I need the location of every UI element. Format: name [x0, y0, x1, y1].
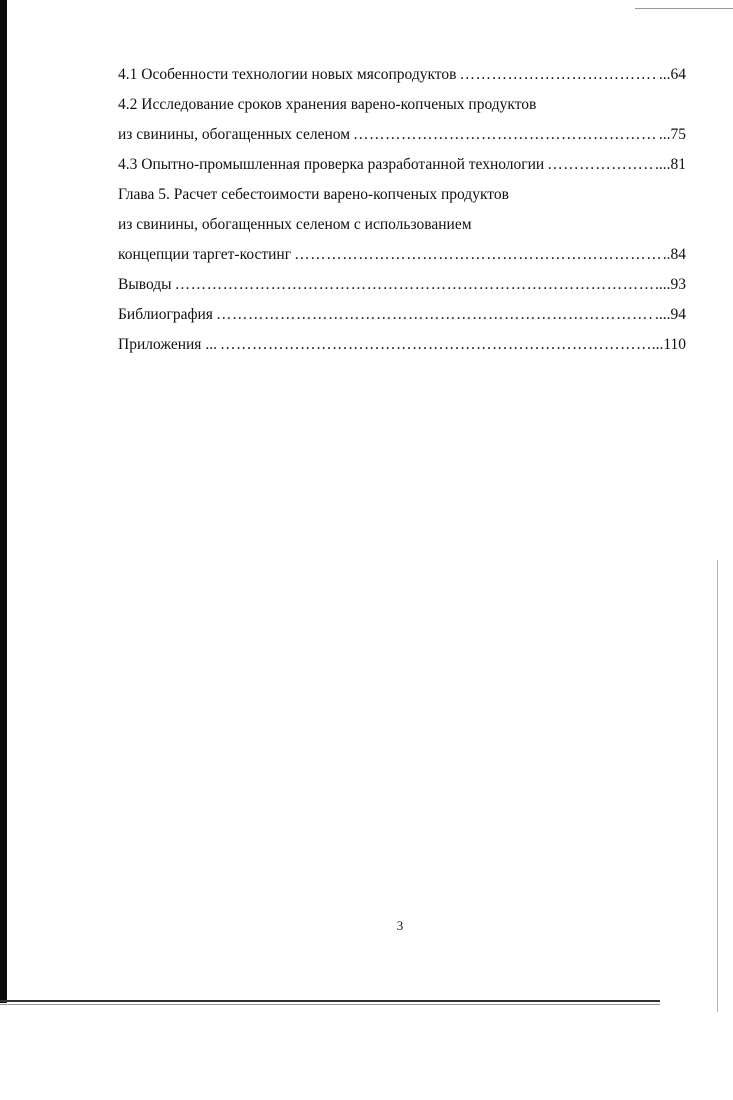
toc-dot-leader [459, 63, 657, 86]
toc-dot-leader [175, 273, 654, 296]
scan-left-edge [0, 0, 7, 1003]
toc-entry-title: Выводы [118, 276, 172, 293]
toc-entry-appendices [118, 333, 686, 363]
toc-dot-leader [220, 333, 651, 356]
toc-entry-4-2-line-2 [118, 123, 686, 153]
scan-top-right-edge [635, 8, 733, 9]
toc-entry-conclusions [118, 273, 686, 303]
toc-dot-leader [547, 153, 654, 176]
toc-entry-4-3 [118, 153, 686, 183]
toc-entry-chapter-5-line-1 [118, 183, 686, 213]
toc-entry-title: Глава 5. Расчет себестоимости варено-копченых продуктов [118, 186, 509, 203]
toc-entry-4-2-line-1 [118, 93, 686, 123]
toc-entry-4-1 [118, 63, 686, 93]
scan-right-edge [717, 560, 718, 1012]
scan-bottom-edge-shadow [0, 1004, 660, 1005]
toc-entry-page: ..84 [662, 246, 686, 263]
toc-entry-title: из свинины, обогащенных селеном с использованием [118, 216, 472, 233]
toc-dot-leader [216, 303, 654, 326]
toc-entry-title: 4.1 Особенности технологии новых мясопродуктов [118, 66, 457, 83]
toc-dot-leader [294, 243, 662, 266]
toc-entry-title: концепции таргет-костинг [118, 246, 292, 263]
toc-entry-page: ....93 [655, 276, 686, 293]
toc-entry-title: Библиография [118, 306, 213, 323]
toc-entry-title: 4.3 Опытно-промышленная проверка разработанной технологии [118, 156, 545, 173]
scan-bottom-edge [0, 1000, 660, 1002]
toc-entry-page: ....94 [655, 306, 686, 323]
toc-entry-title: Приложения ... [118, 336, 217, 353]
toc-entry-page: ...75 [658, 126, 686, 143]
toc-entry-chapter-5-line-2 [118, 213, 686, 243]
page-number: 3 [396, 918, 404, 933]
toc-entry-page: ...64 [658, 66, 686, 83]
toc-entry-page: ...110 [651, 336, 686, 353]
toc-entry-page: ....81 [655, 156, 686, 173]
toc-entry-chapter-5-line-3 [118, 243, 686, 273]
toc-entry-title: из свинины, обогащенных селеном [118, 126, 351, 143]
toc-dot-leader [353, 123, 658, 146]
toc-entry-title: 4.2 Исследование сроков хранения варено-копченых продуктов [118, 96, 537, 113]
toc-entry-bibliography [118, 303, 686, 333]
table-of-contents [118, 63, 686, 363]
